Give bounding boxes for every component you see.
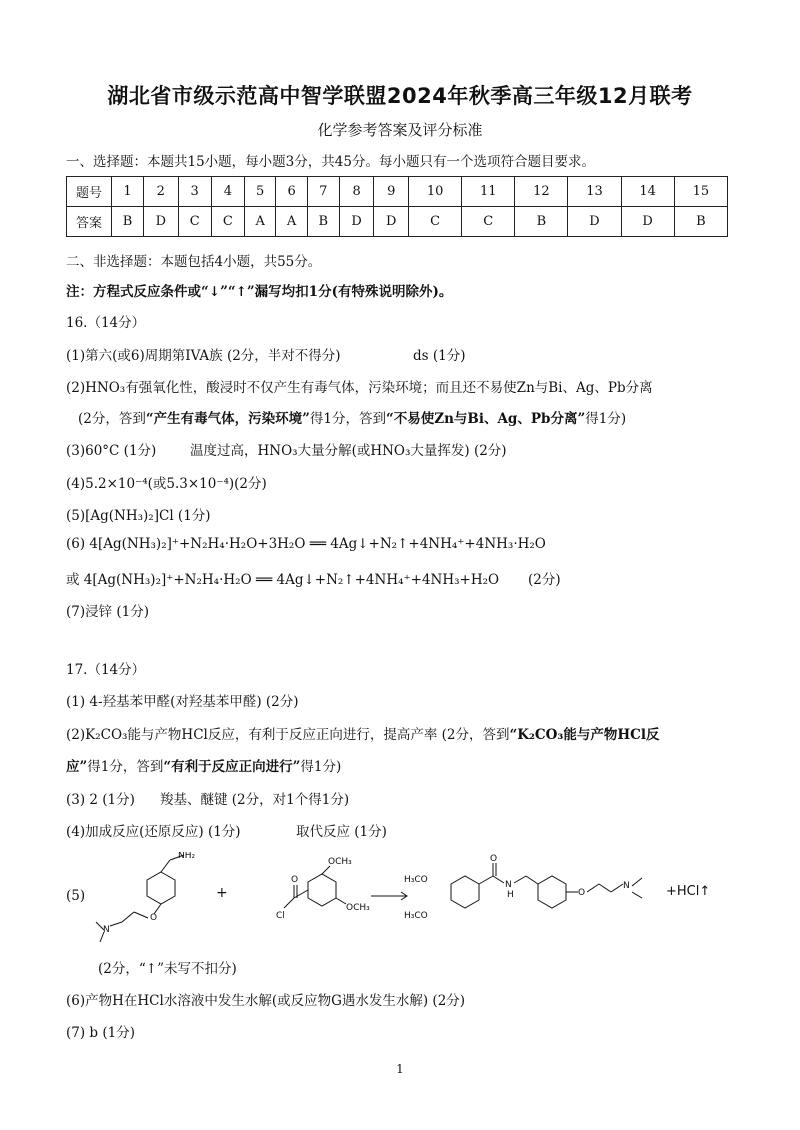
row-label: 题号 [67,177,112,207]
q17-part7: (7) b (1分) [66,1025,135,1041]
answer-cell: C [211,207,244,237]
product-methoxy-label-1: H₃CO [404,875,428,885]
bond [134,912,148,918]
text-span: (2)K₂CO₃能与产物HCl反应，有利于反应正向进行，提高产率 (2分，答到 [66,727,510,743]
bond [110,922,122,926]
q17-part3a: (3) 2 (1分) [66,792,135,808]
amine-label: NH₂ [178,852,196,861]
row-label: 答案 [67,207,112,237]
q16-part3b: 温度过高，HNO₃大量分解(或HNO₃大量挥发) (2分) [190,443,507,459]
q17-part5-score: (2分，“↑”未写不扣分) [98,961,237,977]
bond [294,890,308,898]
question-number: 9 [374,177,409,207]
answer-cell: B [307,207,339,237]
amide-nitrogen-label: N [505,880,512,890]
q17-part5-label: (5) [66,888,86,904]
q16-part1b: ds (1分) [413,348,466,364]
bond [479,876,493,884]
answer-cell: C [178,207,211,237]
bond [611,884,623,892]
key-phrase: “有利于反应正向进行” [163,759,301,775]
ether-oxygen-label: O [150,913,158,923]
benzene-ring-4 [538,876,566,908]
q17-part2-line1 [66,723,659,743]
amide-oxygen-label: O [490,854,498,864]
q16-part3a: (3)60°C (1分) [66,443,157,459]
section2-heading: 二、非选择题：本题包括4小题，共55分。 [66,254,322,270]
question-number: 5 [244,177,275,207]
benzene-ring-2 [308,874,336,906]
answer-cell: B [515,207,568,237]
bond [587,884,599,892]
q16-part4: (4)5.2×10⁻⁴(或5.3×10⁻⁴)(2分) [66,476,267,492]
bond [122,912,134,922]
dimethylamino-nitrogen-label: N [623,881,630,891]
bond [599,884,611,892]
text-span: (2分，答到 [78,411,146,427]
reaction-scheme [66,852,746,947]
q17-part6: (6)产物H在HCl水溶液中发生水解(或反应物G遇水发生水解) (2分) [66,993,466,1009]
question-number: 2 [143,177,178,207]
answer-cell: D [374,207,409,237]
answer-cell: C [409,207,462,237]
question-number: 6 [276,177,307,207]
hcl-byproduct: +HCl↑ [666,884,711,899]
answer-cell: A [244,207,275,237]
q17-part4b: 取代反应 (1分) [296,824,387,840]
bond [632,878,642,886]
bond [284,898,294,908]
q16-part2: (2)HNO₃有强氧化性，酸浸时不仅产生有毒气体，污染环境；而且还不易使Zn与Bi、Ag、Pb分离 [66,380,653,396]
question-number: 12 [515,177,568,207]
question-number: 1 [112,177,144,207]
page-subtitle: 化学参考答案及评分标准 [317,121,483,139]
q16-part6-eq2: 或 4[Ag(NH₃)₂]⁺+N₂H₄·H₂O ══ 4Ag↓+N₂↑+4NH₄⁺+4NH₃+H₂O [66,572,500,588]
answer-cell: D [568,207,621,237]
question-number: 4 [211,177,244,207]
answer-cell: B [674,207,727,237]
q16-part6-eq1: (6) 4[Ag(NH₃)₂]⁺+N₂H₄·H₂O+3H₂O ══ 4Ag↓+N₂↑+4NH₄⁺+4NH₃·H₂O [66,536,546,552]
benzene-ring-1 [147,872,175,904]
q16-part5: (5)[Ag(NH₃)₂]Cl (1分) [66,508,211,524]
question-number: 15 [674,177,727,207]
table-row-answers [67,207,728,237]
answer-cell: D [143,207,178,237]
bond [526,876,538,884]
text-span: 得1分，答到 [87,759,164,775]
question-number: 7 [307,177,339,207]
q16-part1a: (1)第六(或6)周期第IVA族 (2分，半对不得分) [66,348,341,364]
key-phrase: “K₂CO₃能与产物HCl反 [509,727,660,743]
question-number: 8 [339,177,374,207]
q17-part4a: (4)加成反应(还原反应) (1分) [66,824,241,840]
text-span: 得1分) [300,759,342,775]
answer-cell: B [112,207,144,237]
text-span: 得1分，答到 [309,411,386,427]
answer-cell: A [276,207,307,237]
product-methoxy-label-2: H₃CO [404,911,428,921]
q16-part2-scoring [78,407,626,427]
answer-cell: D [339,207,374,237]
answer-table [66,176,728,237]
question-number: 13 [568,177,621,207]
key-phrase: “不易使Zn与Bi、Ag、Pb分离” [385,411,586,427]
question-number: 10 [409,177,462,207]
bond [493,876,504,883]
key-phrase: 应” [66,759,88,775]
q17-part3b: 羧基、醚键 (2分，对1个得1分) [160,792,350,808]
amide-hydrogen-label: H [507,890,514,900]
methoxy-label-2: OCH₃ [346,903,370,913]
q16-part7: (7)浸锌 (1分) [66,604,150,620]
key-phrase: “产生有毒气体，污染环境” [145,411,310,427]
scoring-note: 注：方程式反应条件或“↓”“↑”漏写均扣1分(有特殊说明除外)。 [66,284,453,300]
page-number: 1 [396,1062,404,1076]
methoxy-label-1: OCH₃ [328,857,352,867]
section1-heading: 一、选择题：本题共15小题，每小题3分，共45分。每小题只有一个选项符合题目要求。 [66,154,595,170]
q17-part1: (1) 4-羟基苯甲醛(对羟基苯甲醛) (2分) [66,694,299,710]
plus-sign: + [216,885,228,901]
page-title: 湖北省市级示范高中智学联盟2024年秋季高三年级12月联考 [107,84,693,108]
carbonyl-oxygen-label: O [291,875,299,885]
bond [336,898,346,904]
answer-cell: C [462,207,515,237]
benzene-ring-3 [451,876,479,908]
nitrogen-label: N [103,925,110,935]
chlorine-label: Cl [276,911,285,921]
question-number: 11 [462,177,515,207]
q16-part6-score: (2分) [528,572,561,588]
question-number: 3 [178,177,211,207]
q17-title: 17.（14分） [66,662,146,678]
q16-title: 16.（14分） [66,315,146,331]
q17-part2-line2 [66,755,341,775]
answer-cell: D [621,207,674,237]
text-span: 得1分) [585,411,627,427]
table-row-numbers [67,177,728,207]
bond [161,860,170,872]
bond [632,892,642,898]
bond [514,876,526,883]
bond [322,866,330,874]
question-number: 14 [621,177,674,207]
product-ether-oxygen-label: O [578,888,586,898]
